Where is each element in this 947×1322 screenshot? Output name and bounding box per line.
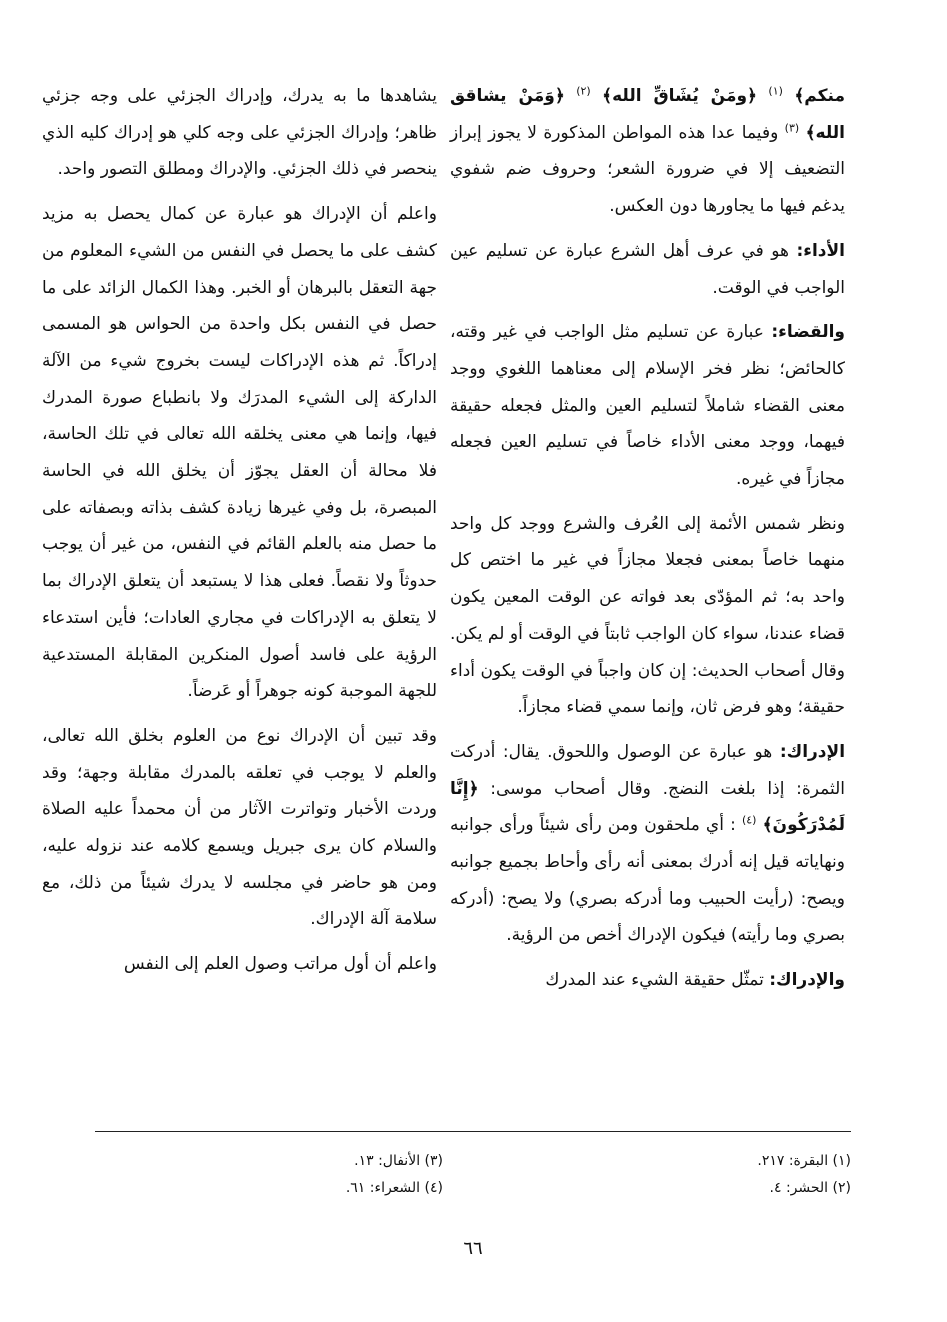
paragraph-kamal — [42, 196, 437, 710]
paragraph-text: هو في عرف أهل الشرع عبارة عن تسليم عين الواجب في الوقت. — [450, 240, 845, 298]
quran-verse: ﴿ومَنْ يُشَاقِّ الله﴾ — [602, 86, 758, 106]
footnote-marker: (٣) — [784, 121, 800, 135]
paragraph-text: تمثّل حقيقة الشيء عند المدرك — [545, 970, 764, 991]
footnote-1: (١) البقرة: ٢١٧. — [757, 1153, 851, 1169]
term-heading: الأداء: — [796, 240, 845, 261]
quran-verse: ﴿إِنَّا لَمُدْرَكُونَ﴾ — [450, 778, 845, 836]
term-heading: والإدراك: — [769, 970, 845, 991]
paragraph-text: عبارة عن تسليم مثل الواجب في غير وقته، كالحائض؛ نظر فخر الإسلام إلى معناهما اللغوي ووجد معنى القضاء شاملاً لتسليم العين والمثل فجعله حقيقة فيهما، ووجد معنى الأداء خاصاً في تسليم العين فجعله مجازاً في غيره. — [450, 322, 845, 490]
term-heading: والقضاء: — [771, 322, 845, 343]
footnotes-right — [511, 1148, 851, 1202]
paragraph-text: واعلم أن الإدراك هو عبارة عن كمال يحصل به مزيد كشف على ما يحصل في النفس من الشيء المعلوم من جهة التعقل بالبرهان أو الخبر. وهذا الكمال الزائد على ما حصل في النفس بكل واحدة من الحواس هو المسمى إدراكاً. ثم هذه الإدراكات ليست بخروج شيء من الآلة الداركة إلى الشيء المدرَك ولا بانطباع صورة المدرك فيها، وإنما هي معنى يخلقه الله تعالى في تلك الحاسة، فلا محالة أن العقل يجوّز أن يخلق الله في الحاسة المبصرة، بل وفي غيرها زيادة كشف بذاته وبصفاته على ما حصل منه بالعلم القائم في النفس، من غير أن يوجب حدوثاً ولا نقصاً. فعلى هذا لا يستبعد أن يتعلق الإدراك بما لا يتعلق به الإدراكات في مجاري العادات؛ فأين استدعاء الرؤية على فاسد أصول المنكرين المقابلة المستدعية للجهة الموجبة كونه جوهراً أو عَرضاً. — [42, 204, 437, 702]
footnote-marker: (٢) — [576, 84, 591, 98]
paragraph-idgham — [450, 78, 845, 225]
paragraph-text: هو عبارة عن الوصول واللحوق. يقال: أدركت الثمرة: إذا بلغت النضج. وقال أصحاب موسى: — [450, 741, 845, 799]
paragraph-maratib — [42, 946, 437, 983]
footnote-4: (٤) الشعراء: ٦١. — [345, 1180, 443, 1196]
footnote-3: (٣) الأنفال: ١٣. — [354, 1153, 443, 1169]
left-text-column — [42, 78, 437, 991]
footnotes-left — [103, 1148, 443, 1202]
paragraph-text: ونظر شمس الأئمة إلى العُرف والشرع ووجد كل واحد منهما خاصاً بمعنى فجعلا مجازاً في غير ما اختص كل واحد به؛ ثم المؤدّى بعد فواته عن الوقت المعين يكون قضاء عندنا، سواء كان الواجب ثابتاً في الوقت أو لم يكن. وقال أصحاب الحديث: إن كان واجباً في الوقت يكون أداء حقيقة؛ وهو فرض ثان، وإنما سمي قضاء مجازاً. — [450, 513, 845, 718]
paragraph-qadaa — [450, 314, 845, 498]
footnote-marker: (٤) — [741, 813, 757, 827]
footnote-marker: (١) — [768, 84, 783, 98]
paragraph-jibril — [42, 718, 437, 938]
paragraph-idrak-2 — [450, 962, 845, 999]
right-text-column — [450, 78, 845, 1007]
term-heading: الإدراك: — [779, 741, 846, 762]
paragraph-text: وفيما عدا هذه المواطن المذكورة لا يجوز إبراز التضعيف إلا في ضرورة الشعر؛ وحروف ضم شفوي يدغم فيها ما يجاورها دون العكس. — [450, 122, 845, 217]
paragraph-adaa — [450, 233, 845, 306]
paragraph-text: واعلم أن أول مراتب وصول العلم إلى النفس — [123, 954, 437, 975]
quran-verse: ﴿وَمَنْ يشاقق الله﴾ — [450, 86, 845, 143]
footnote-2: (٢) الحشر: ٤. — [769, 1180, 851, 1196]
paragraph-text: : أي ملحقون ومن رأى شيئاً ورأى جوانبه ونهاياته قيل إنه أدرك بمعنى أنه رأى وأحاط بجميع جوانبه ويصح: (رأيت الحبيب وما أدركه بصري) ولا يصح: (أدركه بصري وما رأيته) فيكون الإدراك أخص من الرؤية. — [450, 815, 845, 946]
paragraph-idrak — [450, 734, 845, 954]
paragraph-continuation — [42, 78, 437, 188]
quran-verse: منكم﴾ — [794, 86, 845, 106]
paragraph-shams-al-aimma — [450, 506, 845, 726]
footnote-divider — [95, 1131, 851, 1132]
paragraph-text: يشاهدها ما به يدرك، وإدراك الجزئي على وجه جزئي ظاهر؛ وإدراك الجزئي على وجه كلي هو إدراك كليه الذي ينحصر في ذلك الجزئي. والإدراك ومطلق التصور واحد. — [42, 86, 437, 180]
page-number: ٦٦ — [463, 1238, 483, 1259]
paragraph-text: وقد تبين أن الإدراك نوع من العلوم بخلق الله تعالى، والعلم لا يوجب في تعلقه بالمدرك مقابلة وجهة؛ وقد وردت الأخبار وتواترت الآثار من أن محمداً عليه الصلاة والسلام كان يرى جبريل ويسمع كلامه عند نزوله عليه، ومن هو حاضر في مجلسه لا يدرك شيئاً من ذلك، مع سلامة آلة الإدراك. — [42, 725, 437, 930]
